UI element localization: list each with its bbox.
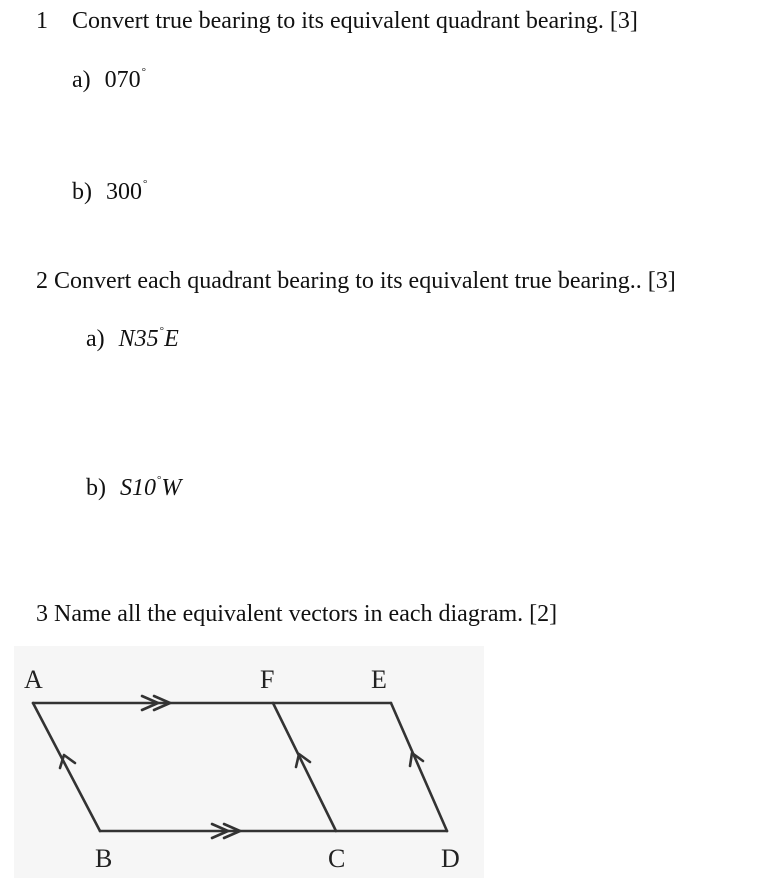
label-A: A (24, 665, 43, 694)
label-C: C (328, 844, 346, 873)
bearing-value: 300 (106, 179, 142, 205)
question-1-number: 1 (36, 8, 48, 34)
degree-symbol: ° (143, 178, 148, 190)
question-1-part-b (72, 178, 147, 206)
vector-diagram-svg (14, 646, 484, 878)
question-1-part-a (72, 66, 146, 94)
label-D: D (441, 844, 460, 873)
question-3-text: 3 Name all the equivalent vectors in each diagram. [2] (36, 601, 558, 627)
vector-diagram (14, 646, 484, 878)
question-2 (36, 268, 676, 295)
part-label: a) (72, 67, 91, 93)
bearing-value: 070 (104, 67, 141, 93)
degree-symbol: ° (157, 474, 162, 486)
label-E: E (371, 665, 387, 694)
bearing-end: E (164, 326, 179, 352)
part-label: b) (86, 475, 106, 501)
bearing-start: S10 (120, 475, 156, 501)
label-B: B (95, 844, 113, 873)
question-1 (36, 8, 638, 35)
question-2-text: 2 Convert each quadrant bearing to its equivalent true bearing.. [3] (36, 268, 676, 294)
question-3 (36, 601, 557, 628)
segment-ED (391, 703, 447, 831)
label-F: F (260, 665, 275, 694)
question-2-part-b (86, 474, 181, 502)
degree-symbol: ° (159, 325, 165, 337)
bearing-start: N35 (118, 326, 159, 352)
bearing-end: W (161, 475, 182, 501)
segment-FC (273, 703, 336, 831)
question-2-part-a (86, 325, 179, 353)
question-1-text: Convert true bearing to its equivalent quadrant bearing. [3] (72, 8, 638, 34)
segment-AB (33, 703, 100, 831)
degree-symbol: ° (141, 66, 147, 78)
arrow-AB (60, 755, 75, 768)
part-label: b) (72, 179, 92, 205)
part-label: a) (86, 326, 105, 352)
